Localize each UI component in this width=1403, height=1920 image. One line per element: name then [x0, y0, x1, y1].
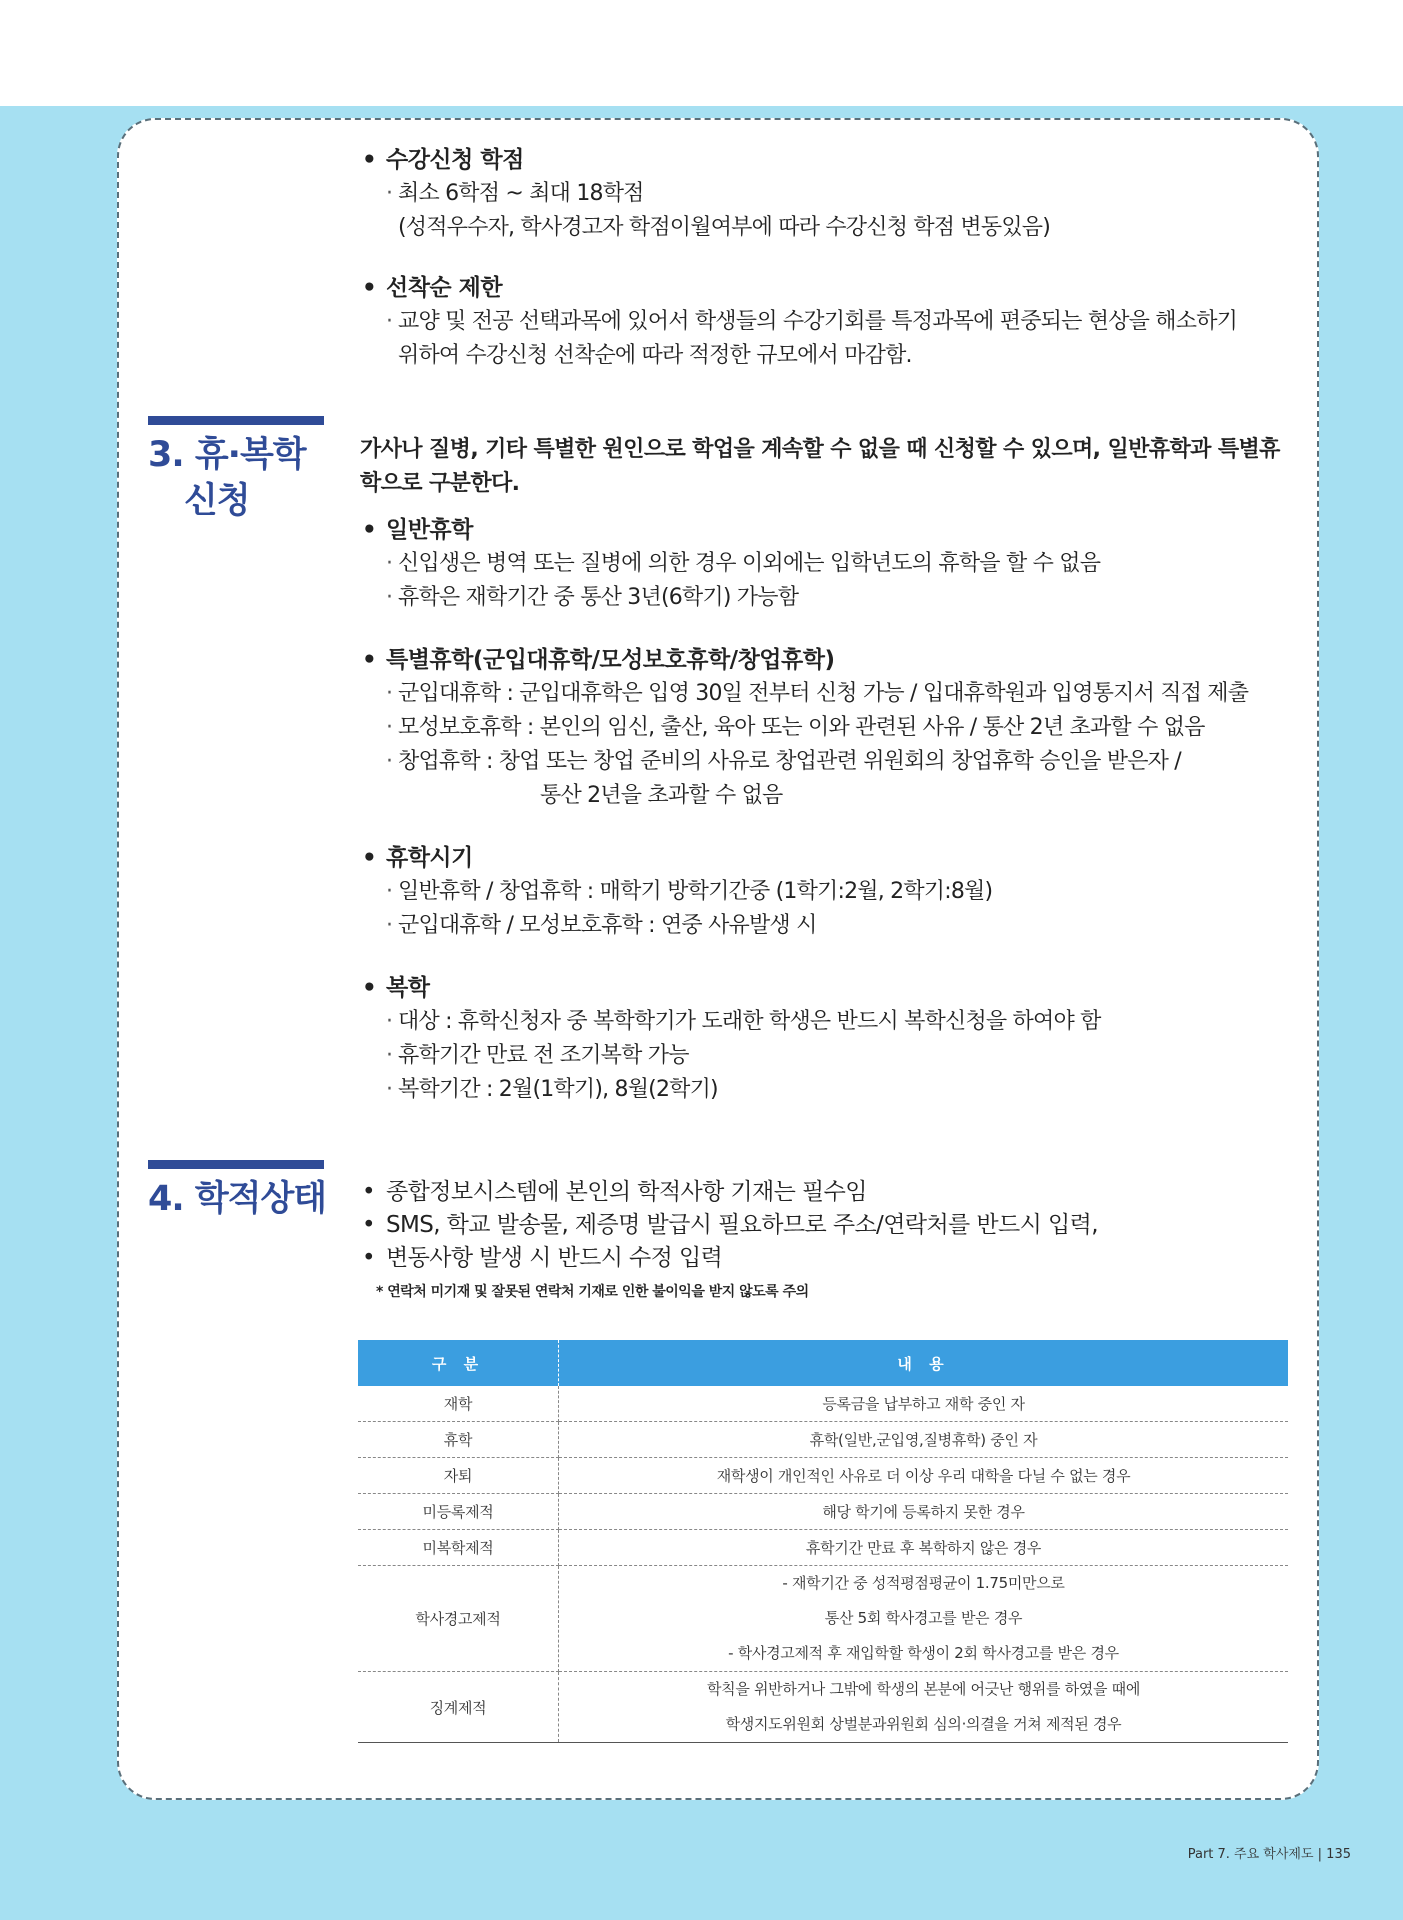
item-heading: • 복학 [360, 971, 1290, 1005]
row-content: 해당 학기에 등록하지 못한 경우 [559, 1494, 1289, 1530]
section4-bullet: • 종합정보시스템에 본인의 학적사항 기재는 필수임 [360, 1176, 1290, 1209]
row-category: 재학 [358, 1386, 559, 1422]
row-content: 재학생이 개인적인 사유로 더 이상 우리 대학을 다닐 수 없는 경우 [559, 1458, 1289, 1494]
row-category: 학사경고제적 [358, 1566, 559, 1672]
table-header-row [358, 1340, 1288, 1386]
item-line: 위하여 수강신청 선착순에 따라 적정한 규모에서 마감함. [398, 343, 912, 368]
table-row [358, 1672, 1288, 1743]
table-row [358, 1386, 1288, 1422]
table-row [358, 1458, 1288, 1494]
table-row [358, 1422, 1288, 1458]
row-content: 휴학(일반,군입영,질병휴학) 중인 자 [559, 1422, 1289, 1458]
top-items [360, 143, 1290, 373]
item-heading: • 수강신청 학점 [360, 143, 1290, 177]
item-line: · 일반휴학 / 창업휴학 : 매학기 방학기간중 (1학기:2월, 2학기:8월) [386, 879, 993, 904]
item-heading: • 휴학시기 [360, 841, 1290, 875]
item-line: · 교양 및 전공 선택과목에 있어서 학생들의 수강기회를 특정과목에 편중되는 현상을 해소하기 [386, 309, 1238, 334]
table-row [358, 1566, 1288, 1672]
item-line: · 군입대휴학 : 군입대휴학은 입영 30일 전부터 신청 가능 / 입대휴학원과 입영통지서 직접 제출 [386, 681, 1249, 706]
section3-content [360, 433, 1290, 1107]
item-line: · 대상 : 휴학신청자 중 복학학기가 도래한 학생은 반드시 복학신청을 하여야 함 [386, 1009, 1101, 1034]
section4-note: * 연락처 미기재 및 잘못된 연락처 기재로 인한 불이익을 받지 않도록 주의 [376, 1284, 809, 1300]
row-category: 휴학 [358, 1422, 559, 1458]
section-bar [148, 416, 324, 425]
row-content: 등록금을 납부하고 재학 중인 자 [559, 1386, 1289, 1422]
row-category: 미등록제적 [358, 1494, 559, 1530]
item-line: · 복학기간 : 2월(1학기), 8월(2학기) [386, 1077, 718, 1102]
item-line: · 최소 6학점 ~ 최대 18학점 [386, 181, 644, 206]
item-line: · 창업휴학 : 창업 또는 창업 준비의 사유로 창업관련 위원회의 창업휴학 승인을 받은자 / [386, 749, 1181, 774]
academic-status-table [358, 1340, 1288, 1743]
table-row [358, 1530, 1288, 1566]
page-footer: Part 7. 주요 학사제도 | 135 [1187, 1847, 1351, 1862]
item-line: · 휴학은 재학기간 중 통산 3년(6학기) 가능함 [386, 585, 799, 610]
item-line: · 모성보호휴학 : 본인의 임신, 출산, 육아 또는 이와 관련된 사유 / 통산 2년 초과할 수 없음 [386, 715, 1205, 740]
row-category: 자퇴 [358, 1458, 559, 1494]
section-bar [148, 1160, 324, 1169]
item-heading: • 선착순 제한 [360, 271, 1290, 305]
table-header-content: 내 용 [559, 1340, 1289, 1386]
item-line: 통산 2년을 초과할 수 없음 [540, 783, 783, 808]
item-line: · 신입생은 병역 또는 질병에 의한 경우 이외에는 입학년도의 휴학을 할 수 없음 [386, 551, 1101, 576]
item-line: · 휴학기간 만료 전 조기복학 가능 [386, 1043, 689, 1068]
section4-title: 4. 학적상태 [148, 1179, 327, 1219]
row-content: 학칙을 위반하거나 그밖에 학생의 본분에 어긋난 행위를 하였을 때에 학생지도위원회 상벌분과위원회 심의·의결을 거쳐 제적된 경우 [559, 1672, 1289, 1743]
row-category: 미복학제적 [358, 1530, 559, 1566]
section4-bullet: • SMS, 학교 발송물, 제증명 발급시 필요하므로 주소/연락처를 반드시 입력, [360, 1209, 1290, 1242]
section3-lead: 가사나 질병, 기타 특별한 원인으로 학업을 계속할 수 없을 때 신청할 수 있으며, 일반휴학과 특별휴학으로 구분한다. [360, 437, 1280, 496]
table-row [358, 1494, 1288, 1530]
item-line: · 군입대휴학 / 모성보호휴학 : 연중 사유발생 시 [386, 913, 817, 938]
section4-content [360, 1176, 1290, 1301]
row-content: 휴학기간 만료 후 복학하지 않은 경우 [559, 1530, 1289, 1566]
table-header-category: 구 분 [358, 1340, 559, 1386]
section4-bullet-continuation: 변동사항 발생 시 반드시 수정 입력 [386, 1245, 723, 1271]
item-line: (성적우수자, 학사경고자 학점이월여부에 따라 수강신청 학점 변동있음) [398, 215, 1051, 240]
item-heading: • 특별휴학(군입대휴학/모성보호휴학/창업휴학) [360, 643, 1290, 677]
section3-title: 3. 휴·복학 신청 [148, 435, 306, 521]
row-category: 징계제적 [358, 1672, 559, 1743]
row-content: - 재학기간 중 성적평점평균이 1.75미만으로 통산 5회 학사경고를 받은 경우 - 학사경고제적 후 재입학할 학생이 2회 학사경고를 받은 경우 [559, 1566, 1289, 1672]
item-heading: • 일반휴학 [360, 513, 1290, 547]
